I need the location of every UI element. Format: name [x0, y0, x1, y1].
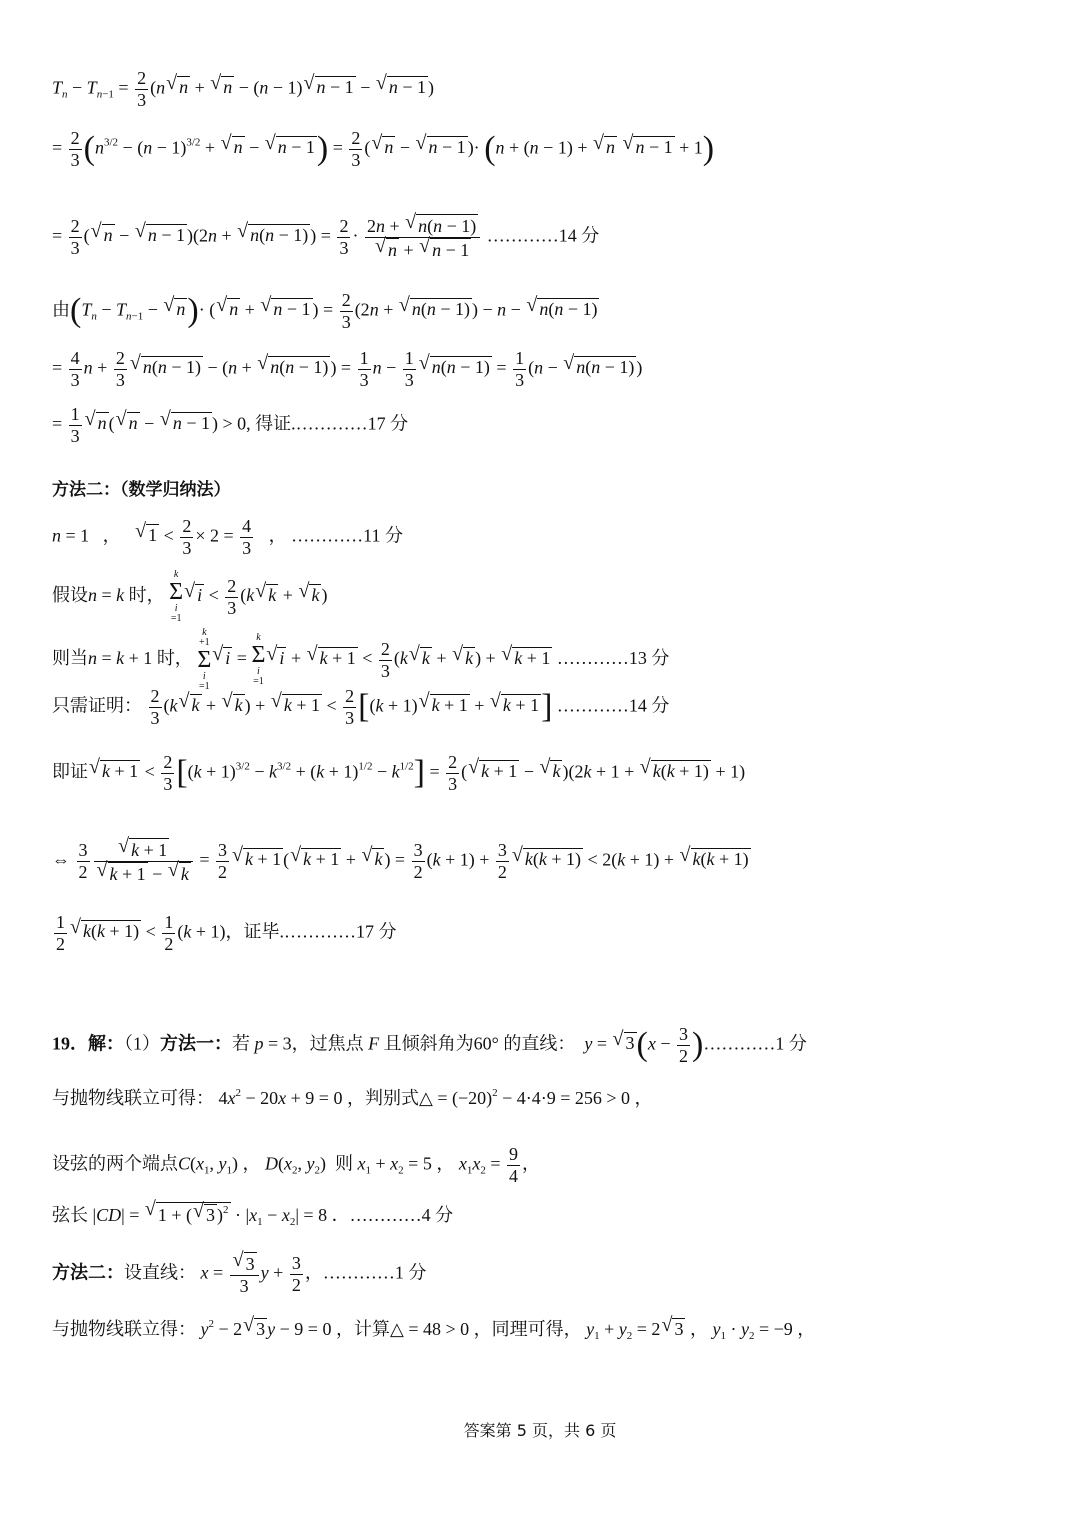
score-11: …………11 分 [291, 525, 403, 546]
page-footer: 答案第 5 页，共 6 页 [463, 1421, 617, 1440]
eq-line-assume: 假设n = k 时， k Σ i =1 √ i < $\frac{2}{3}$ (k√ k + √ k ) [52, 570, 327, 624]
eq-line-ji: 即证√ k + 1 < $\frac{2}{3}$ $[(k + 1)^{3/2} - k^{3/2} + (k + 1)^{1/2} - k^{1/2}]$ = $\frac{2}{3}$ (√ k + 1 − √ k )(2k + 1 + √ k(k + 1) + 1) [52, 752, 745, 794]
eq-line-1: $T_n - T_{n-1}$ = $\frac{2}{3}$ (n√ n + √ n − (n − 1)√ n − 1 − √ n − 1 ) [52, 68, 434, 110]
q19-line-4: 弦长 |CD| = √ 1 + (√ 3 )$^2 \cdot |x_1 - x_2| = 8$ ．…………4 分 [52, 1202, 453, 1228]
eq-line-3: = $\frac{2}{3}$ (√ n − √ n − 1 )(2n + √ n(n − 1) ) = $\frac{2}{3}$ · 2n + √ n(n − 1) √ n + √ n − 1 …………14 分 [52, 214, 599, 260]
eq-line-final: $\frac{1}{2}$ √ k(k + 1) < $\frac{1}{2}$ (k + 1)，证毕.…………17 分 [52, 912, 396, 954]
score-13: …………13 分 [556, 648, 670, 669]
q19-line-5: 方法二：设直线： x = √ $\frac{3}{3}$ y + $\frac{3}{2}$ ，…………1 分 [52, 1252, 426, 1296]
score-14b: …………14 分 [556, 695, 670, 716]
eq-line-need: 只需证明： $\frac{2}{3}$ (k√ k + √ k ) + √ k + 1 < $\frac{2}{3}$ [(k + 1)√ k + 1 + √ k + 1] …………14 分 [52, 686, 669, 728]
eq-line-2: = $\frac{2}{3}$ ($n^{3/2} - (n - 1)^{3/2}$ + √ n − √ n − 1) = $\frac{2}{3}$ (√ n − √ n − 1 )· (n + (n − 1) + √ n √ n − 1 + 1) [52, 128, 714, 170]
q19-line-3: 设弦的两个端点$C(x_1$, $y_1$) ， $D(x_2$, $y_2$) 则 $x_1 + x_2 = 5$ ， $x_1x_2$ = $\frac{9}{4}$ ， [52, 1144, 540, 1186]
eq-line-4: 由($T_n - T_{n-1}$ − √ n)· (√ n + √ n − 1 ) = $\frac{2}{3}$ (2n + √ n(n − 1) ) − n − √ n(n − 1) [52, 290, 599, 332]
score-1b: …………1 分 [322, 1262, 427, 1283]
eq-line-step: 则当n = k + 1 时， k +1 Σ i =1 √ i = k Σ i =1 √ i + √ k + 1 < $\frac{2}{3}$ (k√ k + √ k ) + √ k + 1 …………13 分 [52, 628, 669, 692]
eq-line-6: = $\frac{1}{3}$ √ n (√ n − √ n − 1 ) > 0, 得证.…………17 分 [52, 404, 408, 446]
eq-line-iff: ⇔ $\frac{3}{2}$ √ k + 1 √ k + 1 − √ k = $\frac{3}{2}$ √ k + 1 (√ k + 1 + √ k ) = $\frac{3}{2}$ (k + 1) + $\frac{3}{2}$ √ k(k + 1) < 2(k + 1) + √ k(k + 1) [52, 838, 751, 884]
method2-title: 方法二：（数学归纳法） [52, 480, 231, 500]
score-17b: …………17 分 [283, 921, 397, 942]
eq-line-5: = $\frac{4}{3}$ n + $\frac{2}{3}$ √ n(n − 1) − (n + √ n(n − 1) ) = $\frac{1}{3}$ n − $\frac{1}{3}$ √ n(n − 1) = $\frac{1}{3}$ (n − √ n(n − 1) ) [52, 348, 642, 390]
q19-line-6: 与抛物线联立得： $y^2 - 2√$ 3 y − 9 = 0 ，计算△ = 48 > 0 ，同理可得， $y_1 + y_2 = 2√$ 3 ， $y_1 \cdot y_2 = -9$ ， [52, 1318, 815, 1342]
score-17a: …………17 分 [295, 413, 409, 434]
score-14a: …………14 分 [486, 225, 600, 246]
score-1a: …………1 分 [703, 1033, 807, 1054]
eq-line-base: n = 1 ， √ 1 < $\frac{2}{3}$ × 2 = $\frac{4}{3}$ ， …………11 分 [52, 516, 403, 558]
q19-line-1: 19．解：（1）方法一：若 p = 3，过焦点 F 且倾斜角为60° 的直线： y = √ 3(x − $\frac{3}{2}$ )…………1 分 [52, 1024, 807, 1066]
score-4: …………4 分 [349, 1205, 454, 1225]
q19-line-2: 与抛物线联立可得： $4x^2 - 20x + 9 = 0$ ，判别式△ = $(-20)^2 - 4\cdot 4\cdot 9 = 256 > 0$ ， [52, 1087, 653, 1108]
